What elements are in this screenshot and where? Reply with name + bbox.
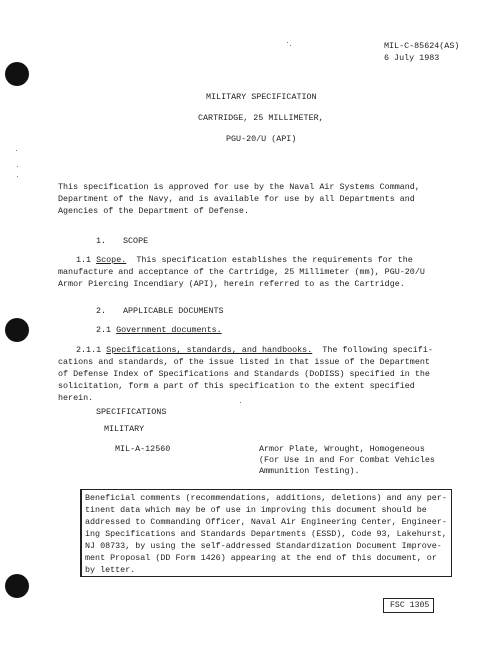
military-heading: MILITARY xyxy=(104,424,145,434)
paragraph-2-1-1-line-4: solicitation, form a part of this specification to the extent specified xyxy=(58,381,415,391)
paragraph-number: 2.1 xyxy=(96,325,112,335)
paragraph-text: The following specifi- xyxy=(322,345,433,355)
section-1-number: 1. xyxy=(96,236,107,246)
paragraph-1-1-line-3: Armor Piercing Incendiary (API), herein referred to as the Cartridge. xyxy=(58,279,405,289)
paragraph-2-1-1-line-3: of Defense Index of Specifications and Standards (DoDISS) specified in the xyxy=(58,369,430,379)
document-number: MIL-C-85624(AS) xyxy=(384,41,460,51)
approval-line-3: Agencies of the Department of Defense. xyxy=(58,206,249,216)
notice-line-7: by letter. xyxy=(85,565,136,575)
paragraph-title: Government documents. xyxy=(116,325,222,335)
punch-hole-middle xyxy=(5,318,29,342)
paragraph-2-1-1-line-2: cations and standards, of the issue listed in that issue of the Department xyxy=(58,357,430,367)
title-line-1: MILITARY SPECIFICATION xyxy=(206,92,317,102)
spec-description-line-1: Armor Plate, Wrought, Homogeneous xyxy=(259,444,425,454)
notice-line-5: NJ 08733, by using the self-addressed Standardization Document Improve- xyxy=(85,541,442,551)
section-1-heading: SCOPE xyxy=(123,236,149,246)
paragraph-number: 2.1.1 xyxy=(76,345,102,355)
paragraph-number: 1.1 xyxy=(76,255,92,265)
document-date: 6 July 1983 xyxy=(384,53,440,63)
title-line-2: CARTRIDGE, 25 MILLIMETER, xyxy=(198,113,324,123)
paragraph-2-1 xyxy=(96,325,222,336)
notice-line-2: tinent data which may be of use in improving this document should be xyxy=(85,505,427,515)
paragraph-text: This specification establishes the requirements for the xyxy=(136,255,413,265)
section-2-number: 2. xyxy=(96,306,107,316)
specifications-heading: SPECIFICATIONS xyxy=(96,407,167,417)
spec-description-line-3: Ammunition Testing). xyxy=(259,466,360,476)
paragraph-2-1-1-line-5: herein. xyxy=(58,393,94,403)
spec-identifier: MIL-A-12560 xyxy=(115,444,171,454)
title-line-3: PGU-20/U (API) xyxy=(226,134,297,144)
scan-speck xyxy=(17,166,18,167)
scan-speck xyxy=(17,176,18,177)
punch-hole-bottom xyxy=(5,574,29,598)
paragraph-1-1-line-1 xyxy=(76,255,413,266)
scan-speck xyxy=(287,42,288,43)
section-2-heading: APPLICABLE DOCUMENTS xyxy=(123,306,224,316)
spec-description-line-2: (For Use in and For Combat Vehicles xyxy=(259,455,435,465)
paragraph-title: Scope. xyxy=(96,255,127,265)
notice-line-1: Beneficial comments (recommendations, additions, deletions) and any per- xyxy=(85,493,447,503)
notice-line-6: ment Proposal (DD Form 1426) appearing at the end of this document, or xyxy=(85,553,437,563)
fsc-code-box: FSC 1305 xyxy=(383,598,434,613)
paragraph-2-1-1-line-1 xyxy=(76,345,433,356)
paragraph-title: Specifications, standards, and handbooks. xyxy=(106,345,313,355)
punch-hole-top xyxy=(5,62,29,86)
scan-speck xyxy=(240,402,241,403)
approval-line-1: This specification is approved for use by the Naval Air Systems Command, xyxy=(58,182,420,192)
paragraph-1-1-line-2: manufacture and acceptance of the Cartridge, 25 Millimeter (mm), PGU-20/U xyxy=(58,267,425,277)
notice-line-4: ing Specifications and Standards Departments (ESSD), Code 93, Lakehurst, xyxy=(85,529,447,539)
approval-line-2: Department of the Navy, and is available for use by all Departments and xyxy=(58,194,415,204)
notice-line-3: addressed to Commanding Officer, Naval Air Engineering Center, Engineer- xyxy=(85,517,447,527)
scan-speck xyxy=(16,150,17,151)
scan-speck xyxy=(290,45,291,46)
